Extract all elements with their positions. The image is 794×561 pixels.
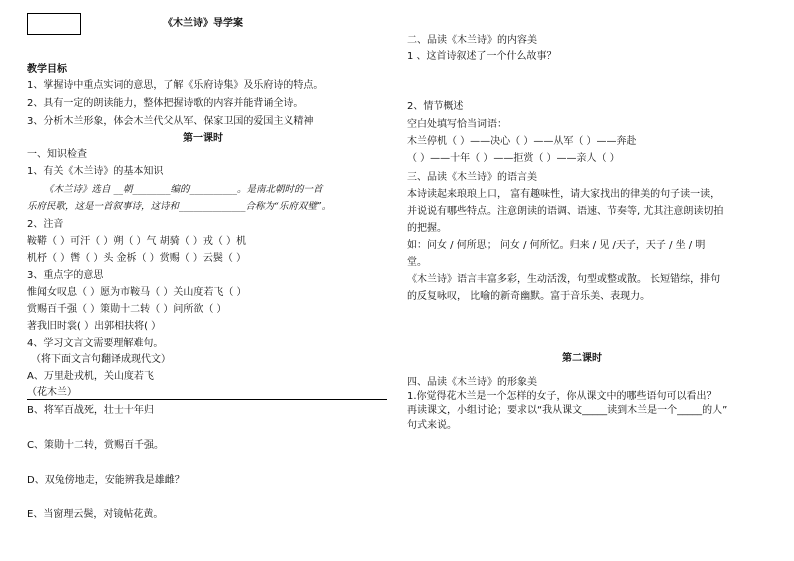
right-section-4: 四、品读《木兰诗》的形象美: [407, 377, 537, 388]
goal-1: 1、掌握诗中重点实词的意思，了解《乐府诗集》及乐府诗的特点。: [27, 80, 324, 91]
doc-title: 《木兰诗》导学案: [163, 18, 243, 29]
meaning-line-2: 赏赐百千强（ ）策勋十二转（ ）问所欲（ ）: [27, 304, 227, 315]
fill-line-2: 乐府民歌，这是一首叙事诗，这诗和______________合称为“乐府双璧”。: [27, 201, 332, 212]
lang-line-1: 本诗读起来琅琅上口， 富有趣味性，请大家找出的律美的句子读一读，: [407, 189, 721, 200]
answer-line: [27, 399, 387, 400]
lang-line-4: 如：问女 / 何所思； 问女 / 何所忆。归来 / 见 /天子，天子 / 坐 / 明: [407, 240, 706, 251]
lesson-2-title: 第二课时: [562, 353, 602, 364]
lang-line-2: 并说说有哪些特点。注意朗读的语调、语速、节奏等, 尤其注意朗读切拍: [407, 206, 724, 217]
goal-3: 3、分析木兰形象，体会木兰代父从军、保家卫国的爱国主义精神: [27, 116, 314, 127]
sentence-d: D、双兔傍地走，安能辨我是雄雌？: [27, 475, 185, 486]
sentence-c: C、策勋十二转，赏赐百千强。: [27, 440, 164, 451]
pron-line-1: 鞍鞯（ ）可汗（ ）朔（ ）气 胡骑（ ）戎（ ）机: [27, 236, 247, 247]
plot-line-1: 木兰停机（ ）——决心（ ）——从军（ ）——奔赴: [407, 136, 637, 147]
right-question-1: 1 、这首诗叙述了一个什么故事？: [407, 51, 557, 62]
pron-line-2: [27, 253, 246, 265]
section-1: 一、知识检查: [27, 149, 87, 160]
question-4: 4、学习文言文需要理解难句。: [27, 338, 164, 349]
right-section-3: 三、品读《木兰诗》的语言美: [407, 172, 537, 183]
right-question-4c: 句式来说。: [407, 420, 457, 431]
lang-line-3: 的把握。: [407, 223, 447, 234]
question-2: 2、注音: [27, 219, 64, 230]
right-question-4: 1.你觉得花木兰是一个怎样的女子，你从课文中的哪些语句可以看出？: [407, 391, 717, 402]
sentence-b: B、将军百战死，壮士十年归: [27, 405, 154, 416]
fill-line-1: 《木兰诗》选自 __朝________编的__________。是南北朝时的一首: [44, 184, 323, 195]
question-1: 1、有关《木兰诗》的基本知识: [27, 166, 164, 177]
lesson-1-title: 第一课时: [183, 133, 223, 144]
meaning-line-3: 著我旧时裳( ）出郭相扶将( ）: [27, 321, 162, 332]
sentence-a: A、万里赴戎机，关山度若飞: [27, 371, 154, 382]
meaning-line-1: 惟闻女叹息（ ）愿为市鞍马（ ）关山度若飞（ ）: [27, 287, 247, 298]
name-box: [27, 13, 81, 35]
right-question-4b: 再读课文，小组讨论；要求以“我从课文_____读到木兰是一个_____的人”: [407, 405, 728, 416]
right-question-2: 2、情节概述: [407, 101, 464, 112]
lang-line-7: 的反复咏叹， 比喻的新奇幽默。富于音乐美、表现力。: [407, 291, 651, 302]
sentence-a-answer: （花木兰）: [27, 387, 77, 398]
question-4-sub: （将下面文言句翻译成现代文）: [31, 354, 171, 365]
goal-2: 2、具有一定的朗读能力，整体把握诗歌的内容并能背诵全诗。: [27, 98, 304, 109]
plot-line-2: （ ）——十年（ ）——拒赏（ ）——亲人（ ）: [407, 153, 620, 164]
right-question-2-sub: 空白处填写恰当词语：: [407, 119, 507, 130]
lang-line-5: 堂。: [407, 257, 427, 268]
pron-2b: 辔（ ）头 金柝（ ）赏赐（ ）云鬓（ ）: [70, 253, 247, 264]
sentence-e: E、当窗理云鬓，对镜帖花黄。: [27, 509, 164, 520]
lang-line-6: 《木兰诗》语言丰富多彩，生动活泼，句型或整或散。 长短错综，排句: [407, 274, 721, 285]
pron-2a: 机杼（ ）: [27, 253, 71, 264]
question-3: 3、重点字的意思: [27, 270, 104, 281]
right-section-2: 二、品读《木兰诗》的内容美: [407, 35, 537, 46]
goals-heading: 教学目标: [27, 64, 67, 75]
